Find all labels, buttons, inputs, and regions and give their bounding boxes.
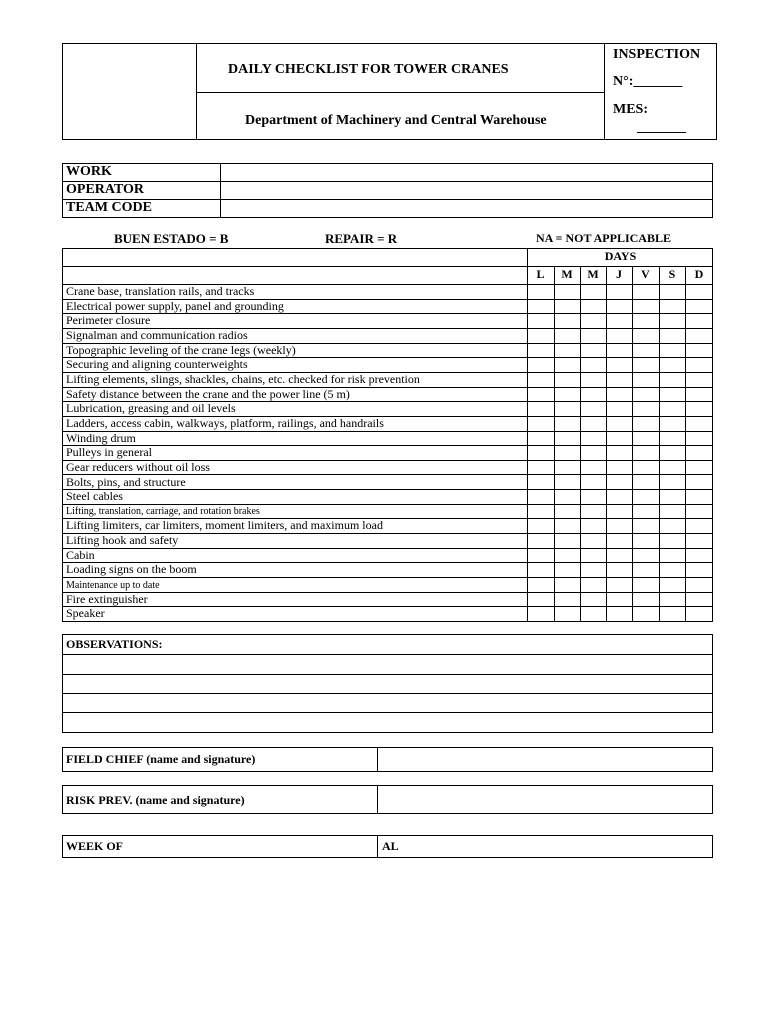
checklist-item: Perimeter closure (66, 313, 151, 328)
day-check-cell[interactable] (555, 461, 579, 474)
day-check-cell[interactable] (581, 329, 605, 342)
day-check-cell[interactable] (607, 417, 631, 430)
checklist-item: Ladders, access cabin, walkways, platform, railings, and handrails (66, 415, 384, 430)
day-check-cell[interactable] (686, 563, 712, 576)
field-chief-signature-field[interactable] (378, 748, 712, 771)
day-check-cell[interactable] (660, 593, 684, 606)
day-check-cell[interactable] (528, 417, 553, 430)
checklist-item: Crane base, translation rails, and tracks (66, 284, 255, 298)
risk-prev-signature-field[interactable] (378, 786, 712, 813)
day-check-cell[interactable] (555, 519, 579, 532)
checklist-item: Topographic leveling of the crane legs (weekly) (66, 342, 296, 357)
checklist-row-line (62, 621, 713, 622)
day-check-cell[interactable] (660, 607, 684, 620)
day-check-cell[interactable] (581, 432, 605, 445)
day-check-cell[interactable] (686, 388, 712, 401)
day-check-cell[interactable] (686, 607, 712, 620)
day-check-cell[interactable] (528, 505, 553, 518)
day-check-cell[interactable] (528, 519, 553, 532)
day-check-cell[interactable] (528, 314, 553, 327)
day-check-cell[interactable] (528, 578, 553, 591)
header-divider-right (604, 43, 605, 140)
day-header-0: L (536, 267, 545, 281)
day-check-cell[interactable] (633, 314, 658, 327)
day-check-cell[interactable] (528, 549, 553, 562)
day-header-3: J (616, 267, 622, 281)
checklist-item: Gear reducers without oil loss (66, 459, 210, 474)
day-check-cell[interactable] (686, 432, 712, 445)
day-check-cell[interactable] (633, 563, 658, 576)
day-check-cell[interactable] (555, 432, 579, 445)
day-check-cell[interactable] (633, 446, 658, 459)
week-al-label: AL (382, 839, 399, 853)
day-check-cell[interactable] (607, 329, 631, 342)
day-check-cell[interactable] (633, 300, 658, 313)
week-of-label: WEEK OF (66, 839, 124, 853)
day-check-cell[interactable] (555, 344, 579, 357)
day-check-cell[interactable] (607, 578, 631, 591)
day-check-cell[interactable] (581, 563, 605, 576)
day-check-cell[interactable] (528, 446, 553, 459)
legend-na: NA = NOT APPLICABLE (536, 231, 671, 245)
day-check-cell[interactable] (555, 549, 579, 562)
day-check-cell[interactable] (660, 490, 684, 503)
day-check-cell[interactable] (528, 402, 553, 415)
day-check-cell[interactable] (528, 593, 553, 606)
day-check-cell[interactable] (607, 402, 631, 415)
day-check-cell[interactable] (686, 490, 712, 503)
day-check-cell[interactable] (660, 519, 684, 532)
day-check-cell[interactable] (528, 461, 553, 474)
day-check-cell[interactable] (686, 519, 712, 532)
day-check-cell[interactable] (555, 314, 579, 327)
checklist-item: Lifting hook and safety (66, 533, 179, 547)
day-check-cell[interactable] (607, 534, 631, 547)
day-check-cell[interactable] (633, 534, 658, 547)
day-check-cell[interactable] (686, 300, 712, 313)
day-check-cell[interactable] (607, 358, 631, 371)
day-check-cell[interactable] (660, 300, 684, 313)
day-check-cell[interactable] (581, 505, 605, 518)
day-check-cell[interactable] (607, 490, 631, 503)
day-check-cell[interactable] (581, 549, 605, 562)
observations-field[interactable] (63, 655, 712, 732)
day-check-cell[interactable] (660, 344, 684, 357)
day-check-cell[interactable] (660, 549, 684, 562)
day-check-cell[interactable] (607, 314, 631, 327)
day-check-cell[interactable] (528, 300, 553, 313)
day-check-cell[interactable] (686, 549, 712, 562)
work-label: WORK (66, 164, 112, 179)
day-check-cell[interactable] (607, 593, 631, 606)
day-check-cell[interactable] (633, 476, 658, 489)
month-label: MES: (613, 102, 648, 117)
checklist-item: Winding drum (66, 430, 136, 445)
legend-good: BUEN ESTADO = B (114, 231, 229, 246)
day-check-cell[interactable] (660, 476, 684, 489)
day-check-cell[interactable] (633, 578, 658, 591)
day-check-cell[interactable] (633, 549, 658, 562)
day-check-cell[interactable] (555, 505, 579, 518)
day-check-cell[interactable] (633, 388, 658, 401)
day-check-cell[interactable] (555, 534, 579, 547)
checklist-item: Safety distance between the crane and the power line (5 m) (66, 386, 350, 401)
day-check-cell[interactable] (528, 285, 553, 298)
day-check-cell[interactable] (686, 593, 712, 606)
checklist-item: Steel cables (66, 489, 123, 504)
week-divider (377, 835, 378, 858)
day-check-cell[interactable] (686, 358, 712, 371)
day-check-cell[interactable] (528, 534, 553, 547)
day-check-cell[interactable] (660, 373, 684, 386)
day-check-cell[interactable] (686, 417, 712, 430)
day-check-cell[interactable] (528, 329, 553, 342)
day-check-cell[interactable] (555, 607, 579, 620)
day-check-cell[interactable] (607, 446, 631, 459)
day-check-cell[interactable] (555, 300, 579, 313)
day-check-cell[interactable] (607, 388, 631, 401)
day-check-cell[interactable] (686, 578, 712, 591)
day-check-cell[interactable] (633, 285, 658, 298)
day-check-cell[interactable] (633, 490, 658, 503)
inspection-label: INSPECTION (613, 47, 701, 62)
operator-label: OPERATOR (66, 182, 145, 197)
day-check-cell[interactable] (528, 388, 553, 401)
risk-prev-label: RISK PREV. (name and signature) (66, 793, 245, 807)
day-check-cell[interactable] (581, 578, 605, 591)
day-check-cell[interactable] (633, 607, 658, 620)
day-check-cell[interactable] (686, 534, 712, 547)
day-check-cell[interactable] (686, 344, 712, 357)
day-check-cell[interactable] (686, 402, 712, 415)
day-check-cell[interactable] (633, 519, 658, 532)
day-check-cell[interactable] (581, 300, 605, 313)
day-check-cell[interactable] (581, 402, 605, 415)
checklist-item: Pulleys in general (66, 445, 152, 460)
team-code-field[interactable] (221, 200, 712, 217)
day-check-cell[interactable] (581, 358, 605, 371)
day-check-cell[interactable] (607, 461, 631, 474)
checklist-item: Securing and aligning counterweights (66, 357, 248, 372)
day-check-cell[interactable] (528, 373, 553, 386)
header-divider-middle (196, 92, 604, 93)
day-check-cell[interactable] (660, 402, 684, 415)
day-check-cell[interactable] (555, 402, 579, 415)
day-check-cell[interactable] (660, 329, 684, 342)
day-check-cell[interactable] (581, 344, 605, 357)
day-check-cell[interactable] (607, 549, 631, 562)
day-header-4: V (641, 267, 650, 281)
day-check-cell[interactable] (686, 314, 712, 327)
operator-field[interactable] (221, 182, 712, 199)
day-header-5: S (668, 267, 676, 281)
checklist-item: Lifting limiters, car limiters, moment limiters, and maximum load (66, 518, 383, 533)
day-check-cell[interactable] (607, 607, 631, 620)
day-check-cell[interactable] (633, 432, 658, 445)
day-check-cell[interactable] (555, 476, 579, 489)
day-check-cell[interactable] (581, 476, 605, 489)
day-check-cell[interactable] (686, 373, 712, 386)
day-header-6: D (694, 267, 704, 281)
day-check-cell[interactable] (633, 344, 658, 357)
day-check-cell[interactable] (660, 446, 684, 459)
department-name: Department of Machinery and Central Warehouse (245, 113, 547, 128)
day-check-cell[interactable] (660, 285, 684, 298)
day-check-cell[interactable] (607, 432, 631, 445)
day-check-cell[interactable] (660, 534, 684, 547)
day-check-cell[interactable] (555, 417, 579, 430)
day-check-cell[interactable] (607, 476, 631, 489)
day-check-cell[interactable] (555, 285, 579, 298)
checklist-item: Loading signs on the boom (66, 562, 197, 577)
day-check-cell[interactable] (660, 314, 684, 327)
day-check-cell[interactable] (686, 285, 712, 298)
day-check-cell[interactable] (581, 285, 605, 298)
work-field[interactable] (221, 164, 712, 181)
day-check-cell[interactable] (660, 563, 684, 576)
checklist-item: Lubrication, greasing and oil levels (66, 401, 236, 416)
day-check-cell[interactable] (528, 607, 553, 620)
day-check-cell[interactable] (555, 593, 579, 606)
day-check-cell[interactable] (581, 490, 605, 503)
checklist-item: Fire extinguisher (66, 591, 148, 606)
day-header-2: M (587, 267, 599, 281)
day-check-cell[interactable] (607, 285, 631, 298)
day-check-cell[interactable] (686, 446, 712, 459)
day-check-cell[interactable] (555, 578, 579, 591)
day-check-cell[interactable] (686, 505, 712, 518)
day-check-cell[interactable] (581, 519, 605, 532)
observations-label: OBSERVATIONS: (66, 637, 163, 651)
day-check-cell[interactable] (660, 461, 684, 474)
checklist-item: Lifting, translation, carriage, and rotation brakes (66, 506, 260, 518)
day-check-cell[interactable] (633, 593, 658, 606)
checklist-item: Signalman and communication radios (66, 327, 248, 342)
day-check-cell[interactable] (528, 344, 553, 357)
day-check-cell[interactable] (581, 314, 605, 327)
day-check-cell[interactable] (555, 563, 579, 576)
day-check-cell[interactable] (686, 476, 712, 489)
document-title: DAILY CHECKLIST FOR TOWER CRANES (228, 62, 509, 77)
day-check-cell[interactable] (528, 358, 553, 371)
day-header-1: M (561, 267, 573, 281)
day-check-cell[interactable] (555, 388, 579, 401)
checklist-item: Speaker (66, 606, 105, 621)
checklist-item: Bolts, pins, and structure (66, 474, 186, 489)
day-check-cell[interactable] (633, 329, 658, 342)
day-check-cell[interactable] (581, 593, 605, 606)
team-code-label: TEAM CODE (66, 200, 152, 215)
day-check-cell[interactable] (581, 607, 605, 620)
day-check-cell[interactable] (528, 563, 553, 576)
day-check-cell[interactable] (660, 578, 684, 591)
day-check-cell[interactable] (633, 358, 658, 371)
day-check-cell[interactable] (633, 461, 658, 474)
day-check-cell[interactable] (528, 432, 553, 445)
day-check-cell[interactable] (581, 446, 605, 459)
checklist-item: Lifting elements, slings, shackles, chains, etc. checked for risk prevention (66, 371, 420, 386)
day-check-cell[interactable] (528, 490, 553, 503)
day-check-cell[interactable] (528, 476, 553, 489)
checklist-item: Cabin (66, 547, 95, 562)
day-check-cell[interactable] (581, 417, 605, 430)
day-check-cell[interactable] (633, 505, 658, 518)
days-header: DAYS (604, 249, 637, 263)
field-chief-label: FIELD CHIEF (name and signature) (66, 752, 256, 766)
day-check-cell[interactable] (581, 373, 605, 386)
day-check-cell[interactable] (660, 417, 684, 430)
checklist-item: Maintenance up to date (66, 579, 160, 591)
day-check-cell[interactable] (555, 329, 579, 342)
legend-repair: REPAIR = R (325, 231, 398, 246)
logo-area (62, 43, 197, 140)
day-check-cell[interactable] (607, 505, 631, 518)
day-check-cell[interactable] (633, 373, 658, 386)
day-check-cell[interactable] (607, 563, 631, 576)
day-check-cell[interactable] (607, 344, 631, 357)
day-check-cell[interactable] (581, 534, 605, 547)
day-check-cell[interactable] (581, 461, 605, 474)
day-check-cell[interactable] (686, 329, 712, 342)
day-check-cell[interactable] (555, 446, 579, 459)
inspection-number-field[interactable]: N°:_______ (613, 74, 683, 89)
day-check-cell[interactable] (660, 505, 684, 518)
day-check-cell[interactable] (660, 432, 684, 445)
day-check-cell[interactable] (633, 402, 658, 415)
day-check-cell[interactable] (686, 461, 712, 474)
day-check-cell[interactable] (607, 300, 631, 313)
day-check-cell[interactable] (607, 519, 631, 532)
day-check-cell[interactable] (555, 358, 579, 371)
checklist-item: Electrical power supply, panel and grounding (66, 298, 284, 313)
day-check-cell[interactable] (555, 490, 579, 503)
day-check-cell[interactable] (581, 388, 605, 401)
day-check-cell[interactable] (633, 417, 658, 430)
month-field[interactable]: _______ (637, 120, 686, 135)
day-check-cell[interactable] (660, 358, 684, 371)
day-check-cell[interactable] (607, 373, 631, 386)
day-check-cell[interactable] (555, 373, 579, 386)
day-check-cell[interactable] (660, 388, 684, 401)
